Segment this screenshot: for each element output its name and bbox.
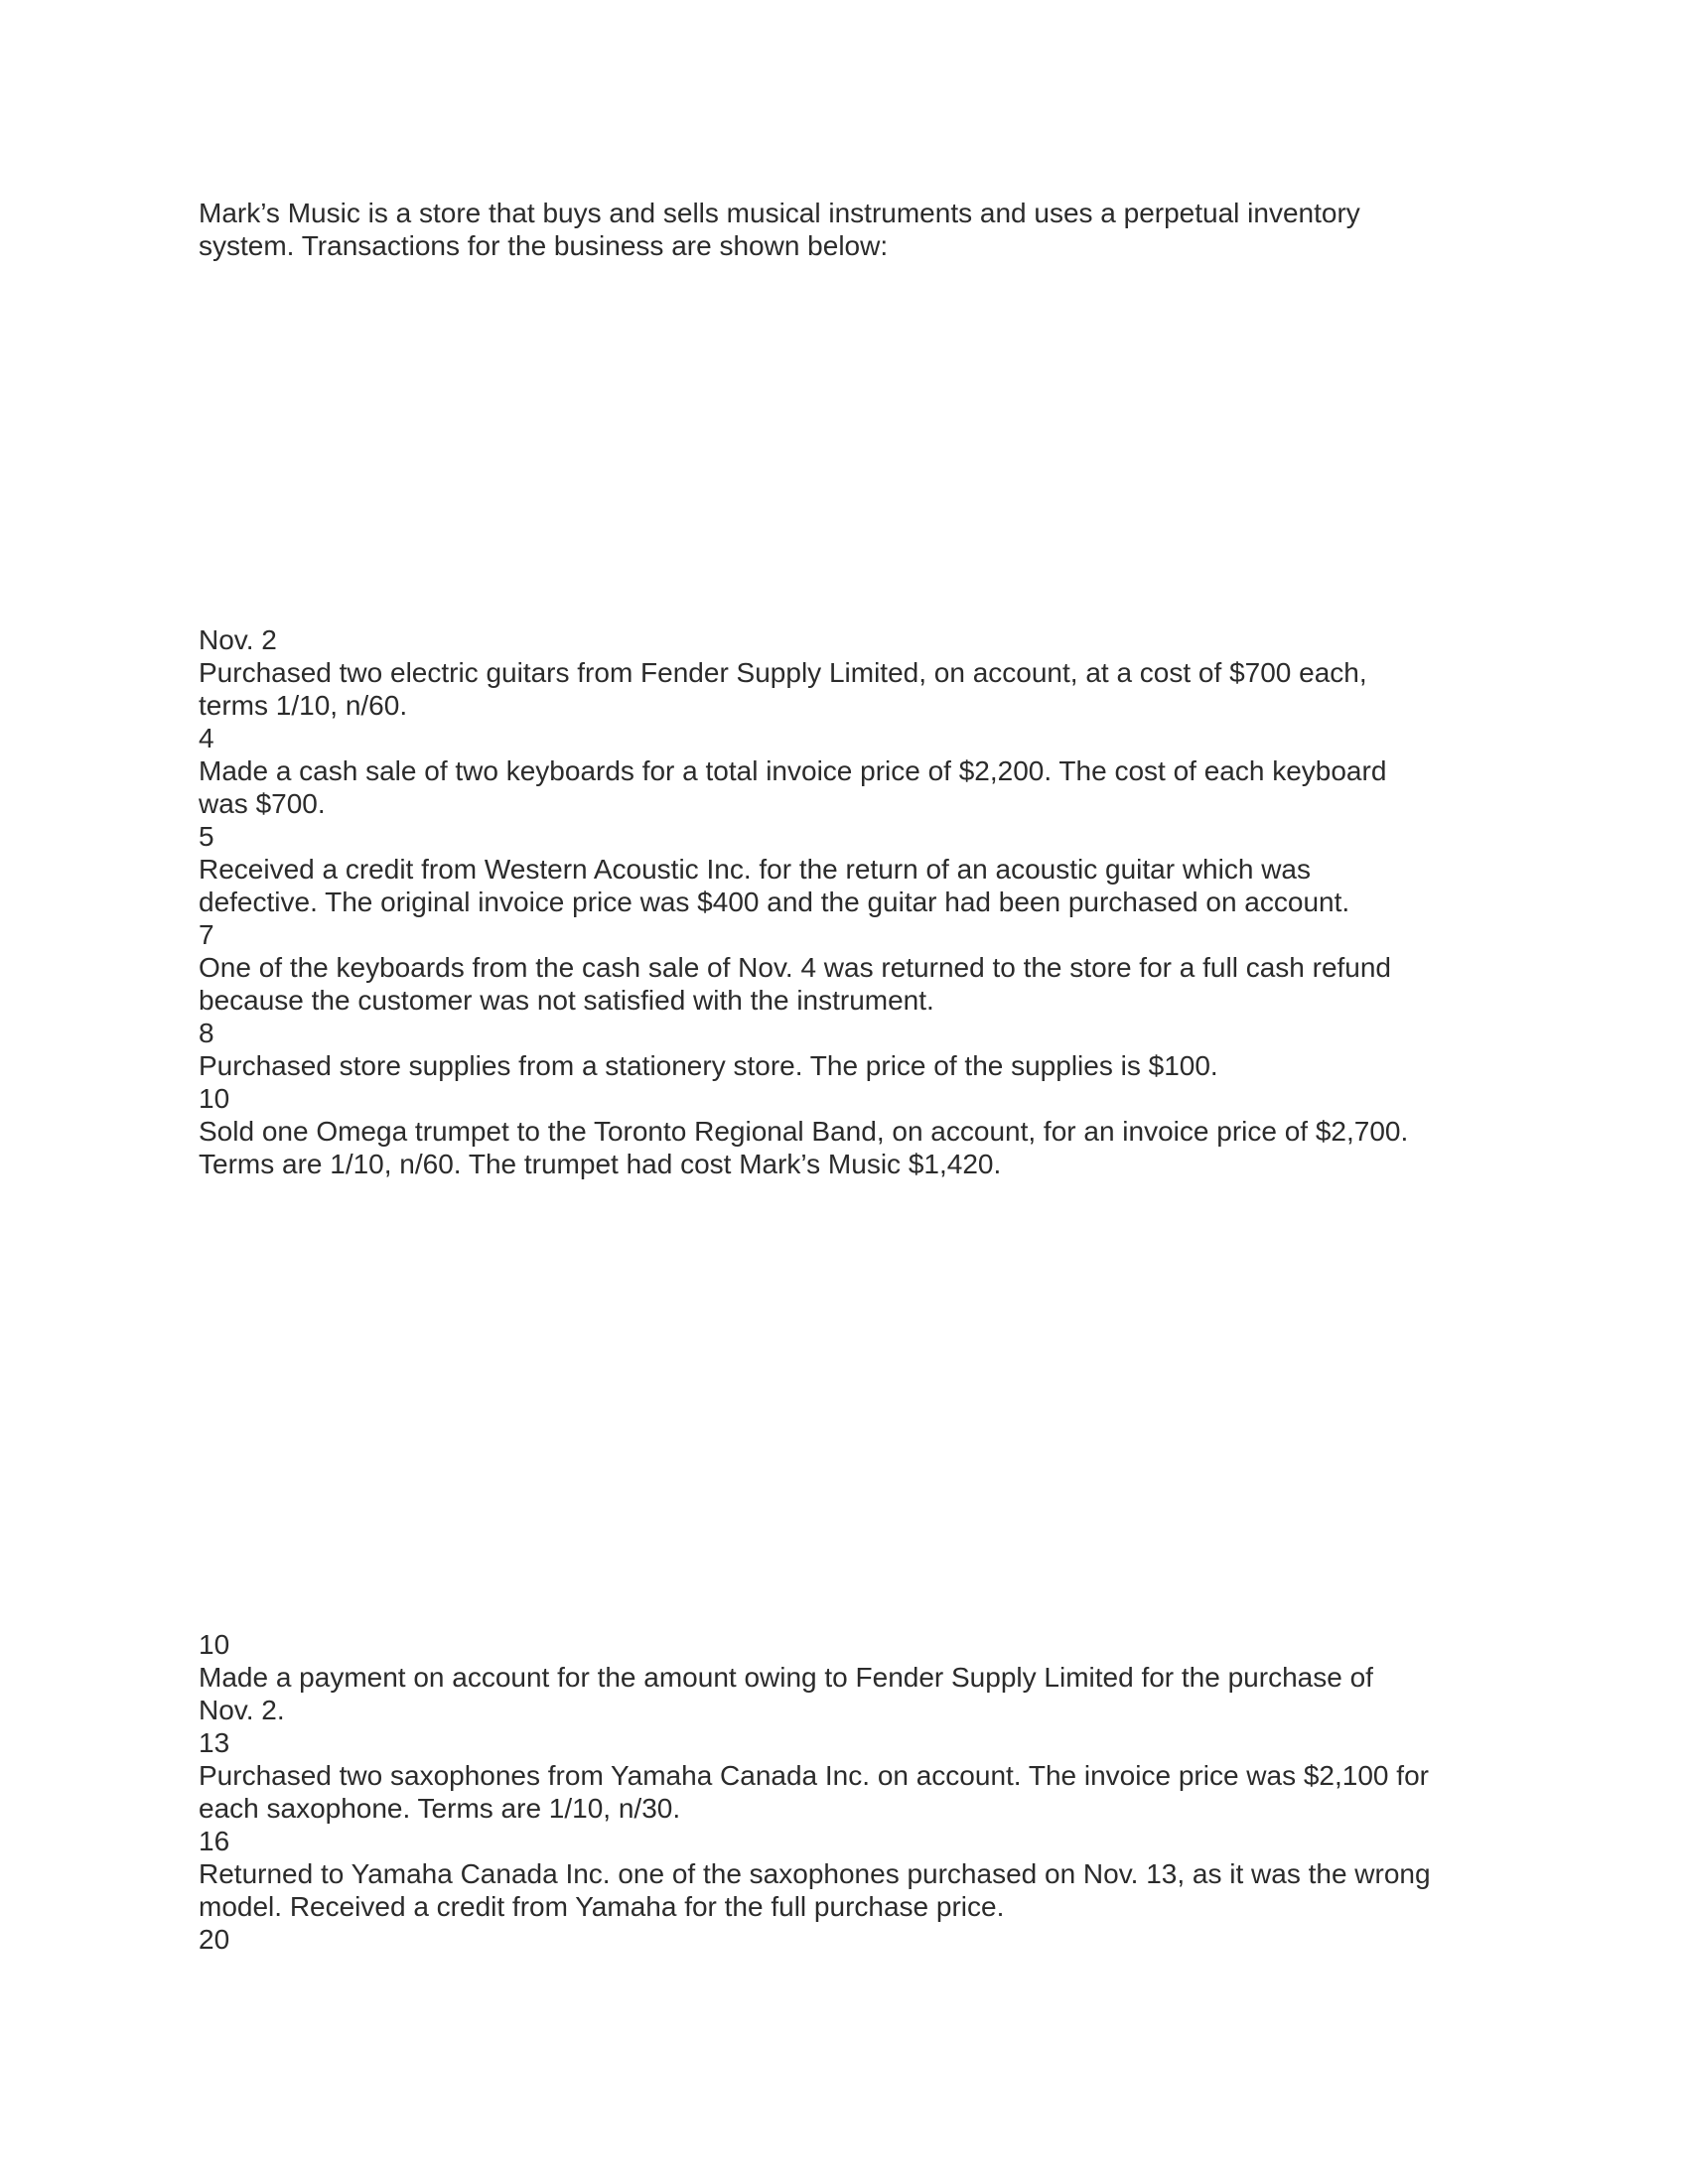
transaction-text: each saxophone. Terms are 1/10, n/30.: [199, 1793, 681, 1824]
transaction-text: One of the keyboards from the cash sale of Nov. 4 was returned to the store for a full cash refund: [199, 952, 1392, 983]
transaction-text: Purchased two electric guitars from Fender Supply Limited, on account, at a cost of $700 each,: [199, 657, 1367, 688]
transaction-text: was $700.: [199, 788, 326, 819]
transaction-text: because the customer was not satisfied with the instrument.: [199, 985, 934, 1016]
transaction-text: Nov. 2.: [199, 1695, 285, 1725]
transaction-date: 5: [199, 821, 214, 852]
transaction-text: Purchased two saxophones from Yamaha Canada Inc. on account. The invoice price was $2,100 for: [199, 1760, 1429, 1791]
transaction-date: 13: [199, 1727, 230, 1758]
transaction-date: 16: [199, 1826, 230, 1856]
transaction-date: 4: [199, 723, 214, 753]
transaction-date: 10: [199, 1083, 230, 1114]
transaction-date: 20: [199, 1924, 230, 1955]
transaction-text: Terms are 1/10, n/60. The trumpet had cost Mark’s Music $1,420.: [199, 1149, 1002, 1179]
transaction-text: Received a credit from Western Acoustic Inc. for the return of an acoustic guitar which was: [199, 854, 1311, 885]
transaction-date: 8: [199, 1018, 214, 1048]
transaction-text: Made a payment on account for the amount owing to Fender Supply Limited for the purchase of: [199, 1662, 1373, 1693]
transaction-text: Returned to Yamaha Canada Inc. one of the saxophones purchased on Nov. 13, as it was the wrong: [199, 1858, 1431, 1889]
transaction-date: 10: [199, 1629, 230, 1660]
transaction-text: defective. The original invoice price was $400 and the guitar had been purchased on account.: [199, 887, 1350, 917]
transaction-text: model. Received a credit from Yamaha for the full purchase price.: [199, 1891, 1005, 1922]
transaction-text: terms 1/10, n/60.: [199, 690, 408, 721]
intro-line-2: system. Transactions for the business are shown below:: [199, 230, 889, 261]
transaction-date: Nov. 2: [199, 624, 277, 655]
intro-line-1: Mark’s Music is a store that buys and sells musical instruments and uses a perpetual inventory: [199, 198, 1360, 228]
transaction-text: Sold one Omega trumpet to the Toronto Regional Band, on account, for an invoice price of $2,700.: [199, 1116, 1409, 1147]
transaction-date: 7: [199, 919, 214, 950]
transaction-text: Made a cash sale of two keyboards for a total invoice price of $2,200. The cost of each keyboard: [199, 755, 1387, 786]
transaction-text: Purchased store supplies from a stationery store. The price of the supplies is $100.: [199, 1050, 1218, 1081]
